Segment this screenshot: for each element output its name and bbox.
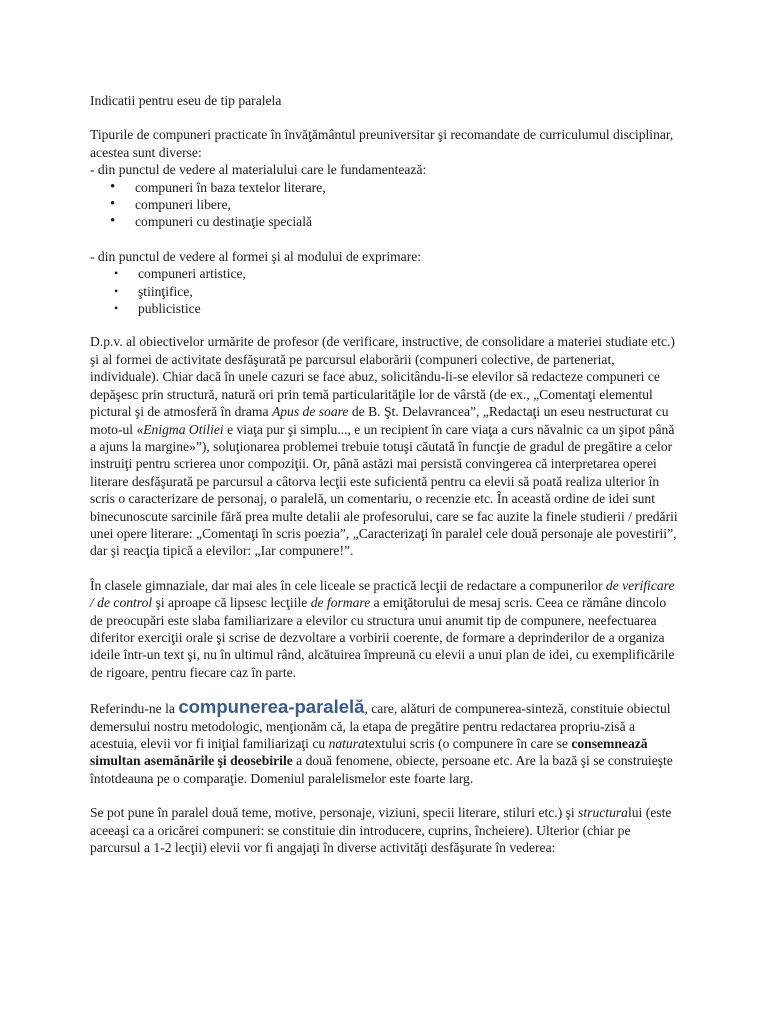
form-intro: - din punctul de vedere al formei şi al modului de exprimare: <box>90 248 422 264</box>
document-title: Indicatii pentru eseu de tip paralela <box>90 93 282 108</box>
text-run: Se pot pune în paralel două teme, motive, personaje, viziuni, specii literare, stiluri etc.) şi <box>90 805 579 821</box>
paragraph-parallel-composition <box>90 698 680 787</box>
text-run: , care, alături de compunerea-sinteză, constituie obiectul demersului nostru metodologic, menţionăm că, la etapa de pregătire pentru redactarea propriu-zisă a acestuia, elevii vor fi iniţial familiarizaţi cu <box>90 701 671 751</box>
list-item: • compuneri cu destinaţie specială <box>90 213 680 230</box>
italic-phrase: de formare <box>310 595 371 611</box>
italic-title-enigma-otiliei: Enigma Otiliei <box>143 421 224 437</box>
text-run: a emiţătorului de mesaj scris. Ceea ce rămâne dincolo de preocupări este slaba familiarizare a elevilor cu structura unui anumit tip de compunere, neefectuarea diferitor exerciţii orale şi scrise de dezvoltare a vorbirii coerente, de formare a deprinderilor de a organiza ideile într-un text şi, nu în ultimul rând, alcătuirea împreună cu elevii a unui plan de idei, cu exemplificările de rigoare, pentru fiecare caz în parte. <box>90 595 675 680</box>
text-run: lui (este aceeaşi ca a oricărei compuneri: se constituie din introducere, cuprins, încheiere). Ulterior (chiar pe parcursul a 1-2 lecţii) elevii vor fi angajaţi în diverse activităţi desfăşurate în vederea: <box>90 805 672 856</box>
italic-word: natura <box>328 736 365 751</box>
intro-line-1: Tipurile de compuneri practicate în învăţământul preuniversitar şi recomandate de curriculumul disciplinar, acestea sunt diverse: <box>90 127 674 160</box>
text-run: a două fenomene, obiecte, persoane etc. Are la bază şi se construieşte întotdeauna pe o comparaţie. Domeniul paralelismelor este foarte larg. <box>90 753 673 786</box>
document-body <box>90 92 680 856</box>
text-run: de B. Şt. Delavrancea”, „Redactaţi un eseu nestructurat cu moto-ul « <box>90 404 669 437</box>
paragraph-objectives <box>90 333 680 559</box>
intro-paragraph <box>90 126 680 178</box>
form-type-list <box>90 265 680 317</box>
list-item: • compuneri în baza textelor literare, <box>90 179 680 196</box>
intro-line-2: - din punctul de vedere al materialului care le fundamentează: <box>90 162 427 178</box>
list-item: • compuneri artistice, <box>90 265 680 282</box>
text-run: şi aproape că lipsesc lecţiile <box>152 595 311 611</box>
italic-phrase: de verificare / de control <box>90 577 675 611</box>
list-item: • ştiinţifice, <box>90 283 680 300</box>
text-run: În clasele gimnaziale, dar mai ales în cele liceale se practică lecţii de redactare a compunerilor <box>90 577 606 593</box>
italic-word: structura <box>578 805 628 821</box>
bold-phrase: consemnează simultan asemănările şi deosebirile <box>90 736 648 769</box>
text-run: Referindu-ne la <box>90 701 179 717</box>
highlight-term: compunerea-paralelă <box>178 696 365 718</box>
italic-title-apus-de-soare: Apus de soare <box>271 404 349 420</box>
text-run: textului scris (o compunere în care se <box>364 736 572 751</box>
material-type-list <box>90 179 680 231</box>
paragraph-gymnasium <box>90 577 680 681</box>
text-run: e viaţa pur şi simplu..., e un recipient în care viaţa a curs năvalnic ca un şipot până a ajuns la margine»”), soluţionarea problemei trebuie totuşi căutată în funcţie de gradul de pregătire a celor instruiţi pentru scrierea unor compoziţii. Or, până astăzi mai persistă convingerea că interpretarea operei literare desfăşurată pe parcursul a câtorva lecţii este suficientă pentru ca elevii să poată realiza ulterior în scris o caracterizare de personaj, o paralelă, un comentariu, o recenzie etc. În această ordine de idei sunt binecunoscute sarcinile fără prea multe detalii ale profesorului, care se fac auzite la finele studierii / predării unei opere literare: „Comentaţi în scris poezia”, „Caracterizaţi în paralel cele două personaje ale povestirii”, dar şi reacţia tipică a elevilor: „Iar compunere!”. <box>90 421 678 559</box>
paragraph-parallel-themes <box>90 804 680 856</box>
list-item: • publicistice <box>90 300 680 317</box>
list-item: • compuneri libere, <box>90 196 680 213</box>
text-run: D.p.v. al obiectivelor urmărite de profesor (de verificare, instructive, de consolidare a materiei studiate etc.) şi al formei de activitate desfăşurată pe parcursul elaborării (compuneri colective, de parteneriat, individuale). Chiar dacă în unele cazuri se face abuz, solicitându-li-se elevilor să redacteze compuneri ce depăşesc prin structură, natură ori prin temă particularităţile lor de vârstă (de ex., „Comentaţi elementul pictural şi de atmosferă în drama <box>90 334 675 420</box>
